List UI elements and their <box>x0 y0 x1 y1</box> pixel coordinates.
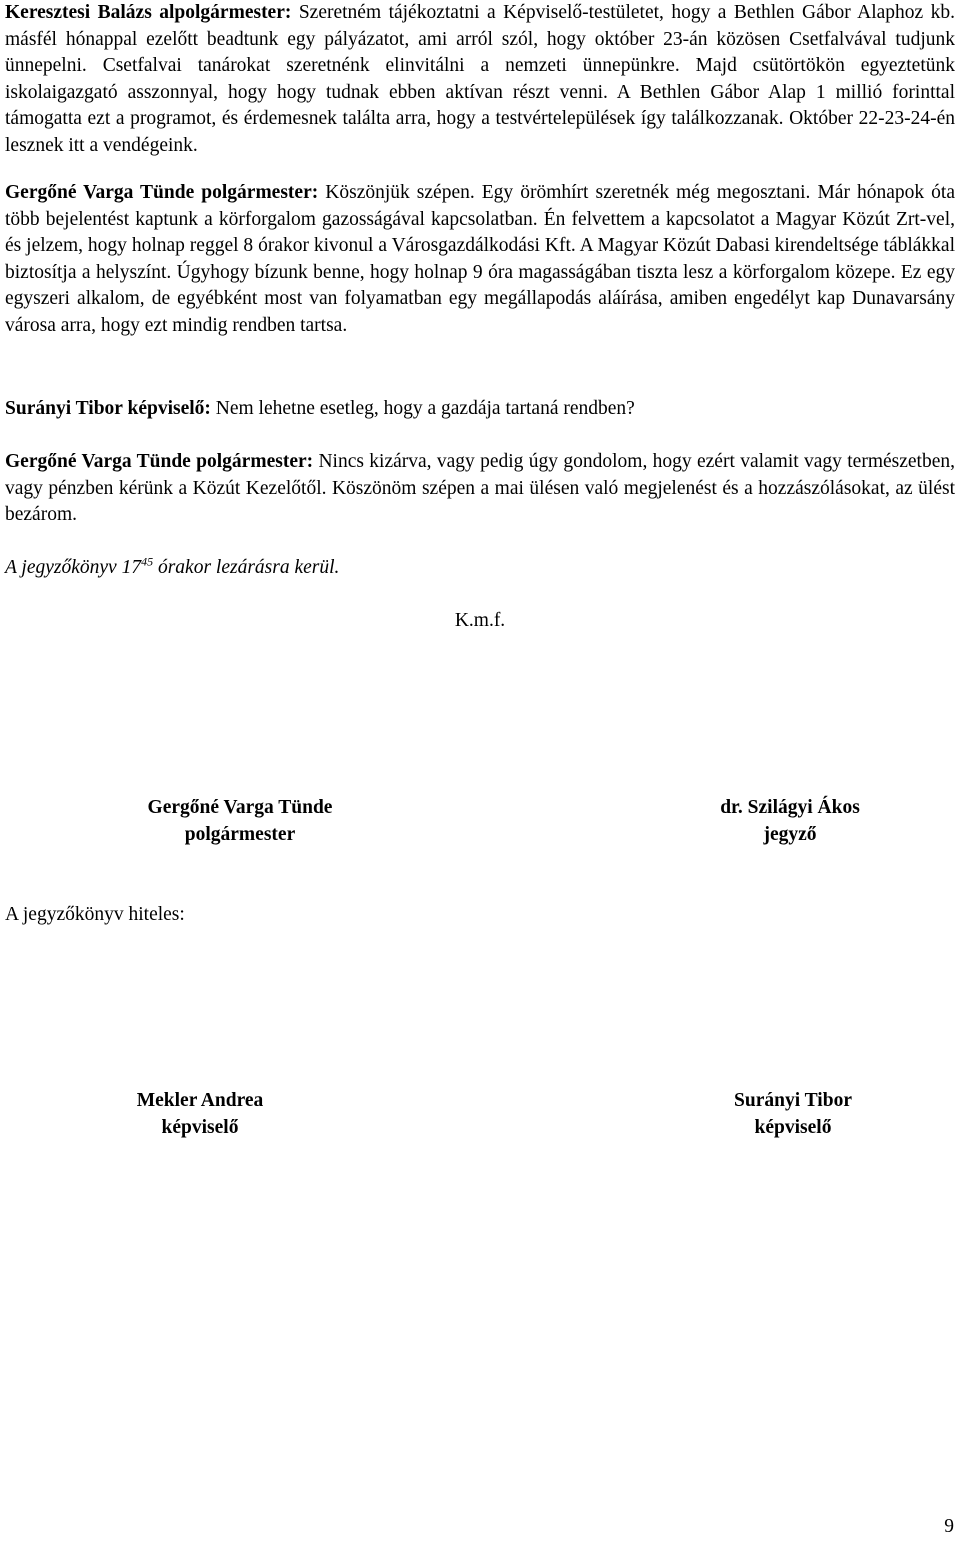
signature-name: Surányi Tibor <box>734 1090 852 1111</box>
signature-mayor <box>100 794 380 848</box>
signature-name: Mekler Andrea <box>136 1090 264 1111</box>
speaker-label: Keresztesi Balázs alpolgármester: <box>5 2 292 23</box>
paragraph-text: Szeretném tájékoztatni a Képviselő-testületet, hogy a Bethlen Gábor Alaphoz kb. másfél hónappal ezelőtt beadtunk egy pályázatot, ami arról szól, hogy október 23-án közösen Csetfalvával tudjunk ünnepelni. Csetfalvai tanárokat szeretnénk elinvitálni a nemzeti ünnepünkre. Majd csütörtökön egyeztetünk iskolaigazgató asszonnyal, hogy hogy tudnak ebben aktívan részt venni. A Bethlen Gábor Alap 1 millió forinttal támogatta ezt a programot, és érdemesnek találta arra, hogy a testvértelepülések így találkozzanak. Október 22-23-24-én lesznek itt a vendégeink. <box>5 2 955 156</box>
signature-rep1 <box>100 1087 300 1141</box>
paragraph-gergone-1 <box>5 180 955 339</box>
paragraph-keresztesi <box>5 0 955 159</box>
kmf-label: K.m.f. <box>454 610 506 631</box>
signature-title: polgármester <box>184 824 296 845</box>
signature-title: képviselő <box>754 1117 832 1138</box>
paragraph-suranyi <box>5 396 955 423</box>
closing-statement: A jegyzőkönyv $17^{45}$ órakor lezárásra kerül. <box>5 554 340 578</box>
page-number: 9 <box>944 1516 954 1537</box>
authenticator-label: A jegyzőkönyv hiteles: <box>5 904 185 925</box>
speaker-label: Gergőné Varga Tünde polgármester: <box>5 451 314 472</box>
signature-name: Gergőné Varga Tünde <box>147 797 333 818</box>
paragraph-gergone-2 <box>5 449 955 529</box>
paragraph-text: Nincs kizárva, vagy pedig úgy gondolom, hogy ezért valamit vagy természetben, vagy pénzben kérünk a Közút Kezelőtől. Köszönöm szépen a mai ülésen való megjelenést és a hozzászólásokat, az ülést bezárom. <box>5 451 955 525</box>
signature-title: jegyző <box>763 824 817 845</box>
signature-notary <box>670 794 910 848</box>
signature-rep2 <box>693 1087 893 1141</box>
paragraph-text: Nem lehetne esetleg, hogy a gazdája tartaná rendben? <box>210 398 635 419</box>
signature-title: képviselő <box>161 1117 239 1138</box>
speaker-label: Surányi Tibor képviselő: <box>5 398 211 419</box>
closing-time-minutes: 45 <box>141 554 154 569</box>
speaker-label: Gergőné Varga Tünde polgármester: <box>5 182 319 203</box>
paragraph-text: Köszönjük szépen. Egy örömhírt szeretnék még megosztani. Már hónapok óta több bejelentést kaptunk a körforgalom gazosságával kapcsolatban. Én felvettem a kapcsolatot a Magyar Közút Zrt-vel, és jelzem, hogy holnap reggel 8 órakor kivonul a Városgazdálkodási Kft. A Magyar Közút Dabasi kirendeltsége táblákkal biztosítja a helyszínt. Úgyhogy bízunk benne, hogy holnap 9 óra magasságában tiszta lesz a körforgalom közepe. Ez egy egyszeri alkalom, de egyébként most van folyamatban egy megállapodás aláírása, amiben engedélyt kap Dunavarsány városa arra, hogy ezt mindig rendben tartsa. <box>5 182 955 336</box>
signature-name: dr. Szilágyi Ákos <box>720 797 860 818</box>
